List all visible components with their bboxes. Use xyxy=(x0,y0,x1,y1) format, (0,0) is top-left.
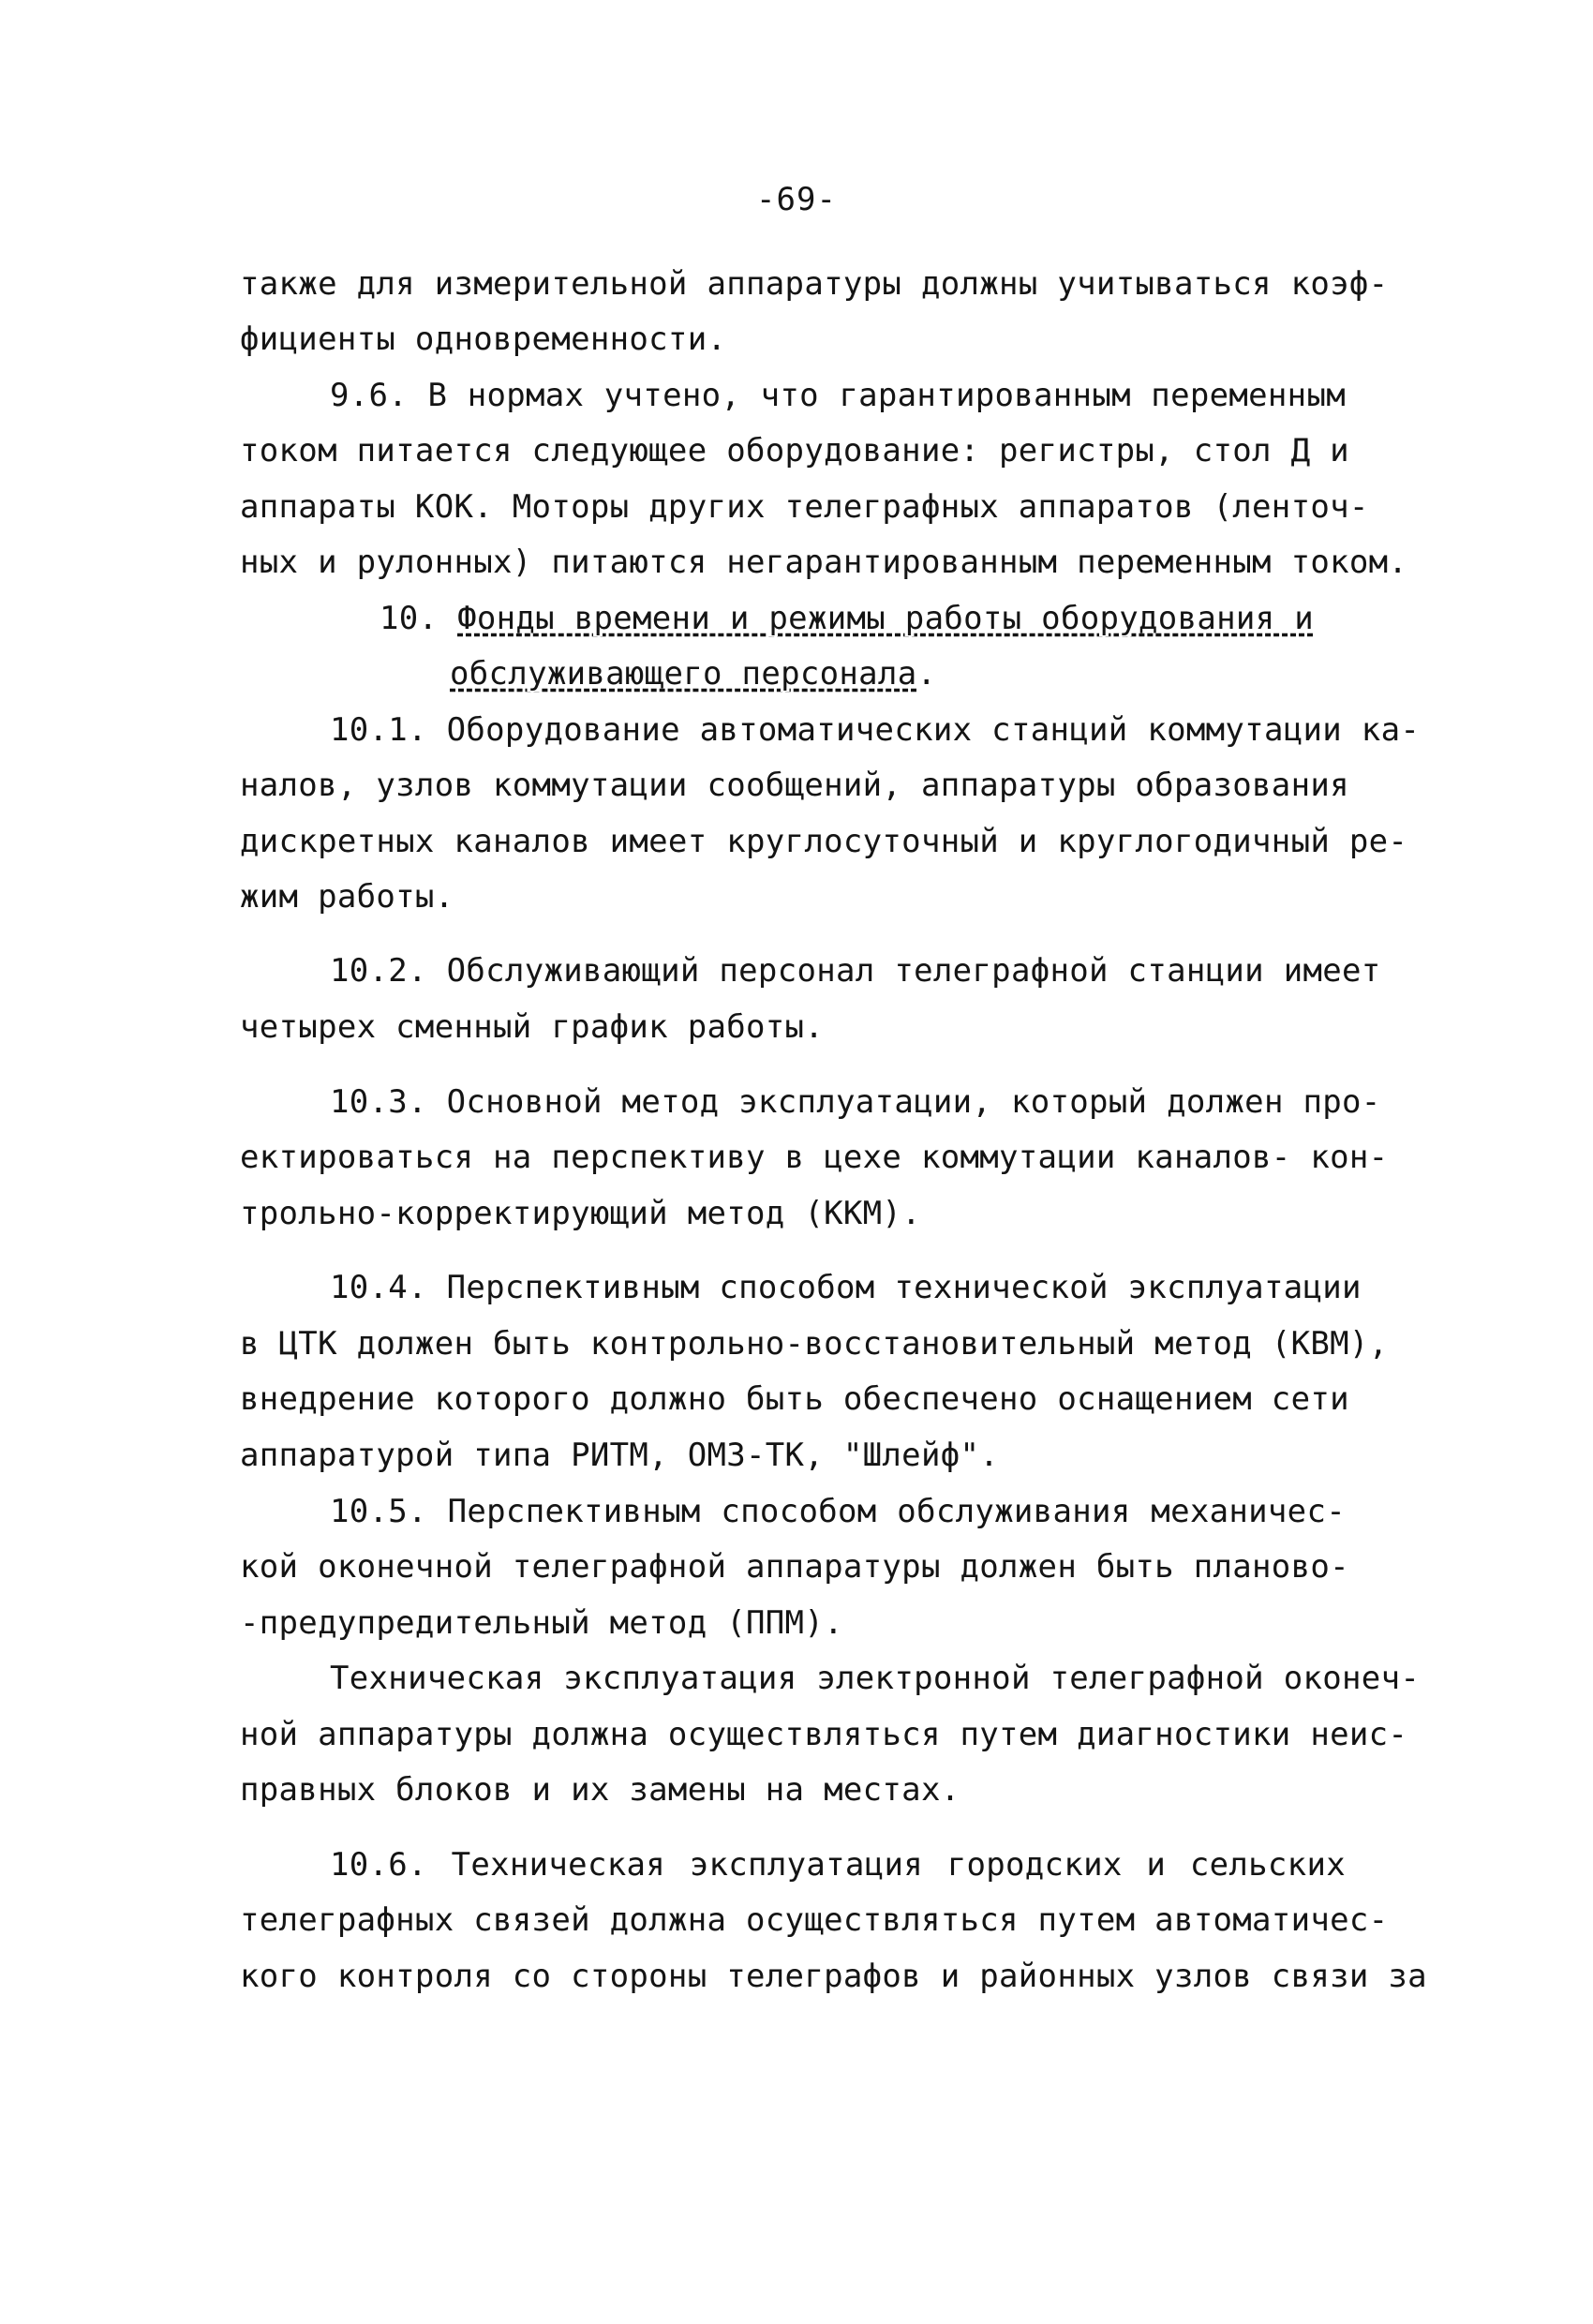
text-line: правных блоков и их замены на местах. xyxy=(240,1771,960,1809)
text-line: в ЦТК должен быть контрольно-восстановительный метод (КВМ), xyxy=(240,1325,1389,1363)
paragraph-10-4-start: 10.4. Перспективным способом технической эксплуатации xyxy=(330,1269,1362,1306)
paragraph-10-6-start: 10.6. Техническая эксплуатация городских и сельских xyxy=(330,1846,1346,1884)
text-line: током питается следующее оборудование: регистры, стол Д и xyxy=(240,432,1349,469)
paragraph-10-3-start: 10.3. Основной метод эксплуатации, который должен про- xyxy=(330,1083,1381,1121)
section-title-period: . xyxy=(916,655,937,693)
text-line: внедрение которого должно быть обеспечено оснащением сети xyxy=(240,1380,1349,1418)
text-line: трольно-корректирующий метод (ККМ). xyxy=(240,1195,921,1232)
section-title-line1: Фонды времени и режимы работы оборудования и xyxy=(457,600,1314,637)
section-title-line2: обслуживающего персонала xyxy=(450,655,917,693)
text-line: дискретных каналов имеет круглосуточный и круглогодичный ре- xyxy=(240,823,1408,860)
text-line: фициенты одновременности. xyxy=(240,320,727,358)
section-number: 10. xyxy=(380,600,439,637)
text-line: аппараты КОК. Моторы других телеграфных аппаратов (ленточ- xyxy=(240,488,1369,526)
paragraph-10-1-start: 10.1. Оборудование автоматических станций коммутации ка- xyxy=(330,711,1421,749)
text-line: ектироваться на перспективу в цехе коммутации каналов- кон- xyxy=(240,1139,1389,1176)
text-line: налов, узлов коммутации сообщений, аппаратуры образования xyxy=(240,767,1349,804)
text-line: четырех сменный график работы. xyxy=(240,1008,825,1046)
text-line: кой оконечной телеграфной аппаратуры должен быть планово- xyxy=(240,1548,1349,1586)
paragraph-9-6-start: 9.6. В нормах учтено, что гарантированным переменным xyxy=(330,377,1346,414)
paragraph-10-2-start: 10.2. Обслуживающий персонал телеграфной станции имеет xyxy=(330,952,1381,990)
page-number: -69- xyxy=(756,181,837,218)
section-10-heading xyxy=(380,600,1314,637)
paragraph-10-5-start: 10.5. Перспективным способом обслуживания механичес- xyxy=(330,1493,1346,1530)
text-line: кого контроля со стороны телеграфов и районных узлов связи за xyxy=(240,1958,1427,1995)
text-line: аппаратурой типа РИТМ, ОМЗ-ТК, "Шлейф". xyxy=(240,1437,1000,1474)
text-line: также для измерительной аппаратуры должны учитываться коэф- xyxy=(240,265,1389,303)
paragraph-technical-operation-start: Техническая эксплуатация электронной телеграфной оконеч- xyxy=(330,1660,1421,1697)
text-line: телеграфных связей должна осуществляться путем автоматичес- xyxy=(240,1901,1389,1939)
section-10-heading-cont xyxy=(450,655,1556,693)
text-line: -предупредительный метод (ППМ). xyxy=(240,1604,843,1642)
text-line: ных и рулонных) питаются негарантированным переменным током. xyxy=(240,544,1408,581)
text-line: ной аппаратуры должна осуществляться путем диагностики неис- xyxy=(240,1716,1408,1753)
text-line: жим работы. xyxy=(240,878,454,916)
